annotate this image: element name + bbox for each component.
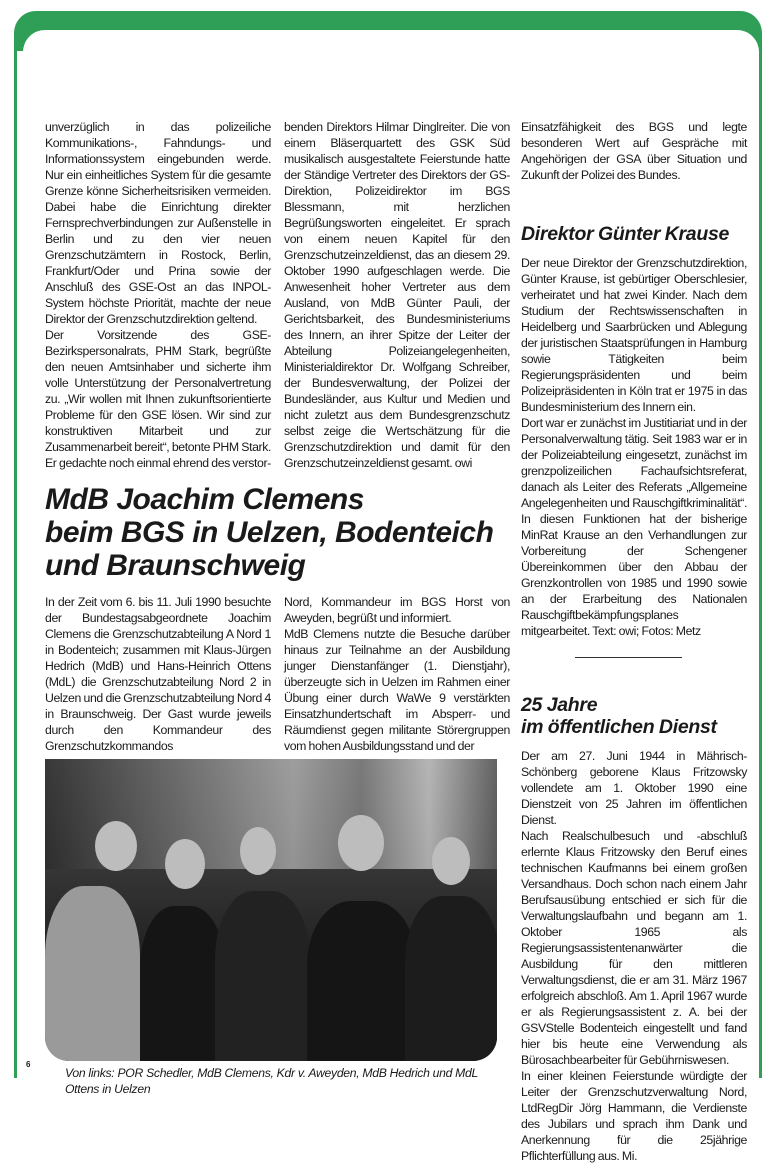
article3-columns — [45, 594, 511, 754]
headline-line: MdB Joachim Clemens — [45, 483, 364, 516]
right-column — [521, 119, 747, 1164]
photo-person — [140, 906, 225, 1061]
photo-person — [307, 901, 417, 1061]
photo-person — [45, 886, 140, 1061]
frame-inner-cutout — [23, 30, 759, 90]
paragraph: benden Direktors Hilmar Dinglreiter. Die von einem Bläserquartett des GSK Süd musikalisch ausgestaltete Feierstunde hatte der Ständige Vertreter des Direktors der GS-Direktion, Polizeidirektor im BGS Blessmann, mit herzlichen Begrüßungsworten eingeleitet. Er sprach von einem neuen Kapitel für den Grenzschutzeinzeldienst, das an diesem 29. Oktober 1990 aufgeschlagen werde. Die Anwesenheit hoher Vertreter aus dem Ausland, von MdB Günter Pauli, der Gerichtsbarkeit, des Bundesministeriums des Innern, an ihrer Spitze der Leiter der Abteilung Polizeiangelegenheiten, Ministerialdirektor Dr. Wolfgang Schreiber, der Bundesverwaltung, der Polizei der Bundesländer, aus Kultur und Medien und nicht zuletzt aus dem Bundesgrenzschutz selbst zeige die Wertschätzung für die Grenzschutzdirektion und damit für den Grenzschutzeinzeldienst gesamt. owi — [284, 120, 510, 470]
article1-columns — [45, 119, 511, 471]
left-area — [45, 119, 511, 1097]
headline-line: und Braunschweig — [45, 549, 306, 582]
paragraph: Einsatzfähigkeit des BGS und legte besonderen Wert auf Gespräche mit Angehörigen der GSA über Situation und Zukunft der Polizei des Bundes. — [521, 120, 747, 182]
paragraph: In der Zeit vom 6. bis 11. Juli 1990 besuchte der Bundestagsabgeordnete Joachim Clemens die Grenzschutzabteilung A Nord 1 in Bodenteich; zusammen mit Klaus-Jürgen Hedrich (MdB) und Hans-Heinrich Ottens (MdL) die Grenzschutzabteilung Nord 2 in Uelzen und die Grenzschutzabteilung Nord 4 in Braunschweig. Der Gast wurde jeweils durch den Kommandeur des Grenzschutzkommandos — [45, 595, 271, 753]
green-frame-left — [14, 40, 17, 1078]
photo-person-head — [338, 815, 384, 871]
article1-column2 — [284, 119, 510, 471]
heading-line: 25 Jahre — [521, 694, 598, 716]
article1-column1 — [45, 119, 271, 471]
article3-column1 — [45, 594, 271, 754]
article3-headline — [45, 483, 511, 582]
photo-person-head — [240, 827, 276, 875]
photo-person-head — [432, 837, 470, 885]
paragraph: Dort war er zunächst im Justitiariat und in der Personalverwaltung tätig. Seit 1983 war er in der Polizeiabteilung eingesetzt, zunächst im grenzpolizeilichen Fachaufsichtsreferat, danach als Leiter des Referats „Allgemeine Angelegenheiten und Rauschgiftkriminalität“. In diesen Funktionen hat der bisherige MinRat Krause an den Verhandlungen zur Vorbereitung der Schengener Übereinkommen über den Abbau der Grenzkontrollen von 1985 und 1990 sowie an der Erarbeitung des Nationalen Rauschgiftbekämpfungsplanes mitgearbeitet. Text: owi; Fotos: Metz — [521, 416, 747, 638]
page-number: 6 — [26, 1060, 31, 1069]
photo-person-head — [165, 839, 205, 889]
photo-person — [215, 891, 310, 1061]
article2-heading: Direktor Günter Krause — [521, 223, 730, 245]
article3-column2 — [284, 594, 510, 754]
paragraph: In einer kleinen Feierstunde würdigte der Leiter der Grenzschutzverwaltung Nord, LtdRegDir Jörg Hammann, die Verdienste des Jubilars und sprach ihm Dank und Anerkennung für die 25jährige Pflichterfüllung aus. Mi. — [521, 1069, 747, 1163]
group-photo — [45, 759, 497, 1061]
paragraph: unverzüglich in das polizeiliche Kommunikations-, Fahndungs- und Informationssystem eingebunden werde. Nur ein einheitliches System für die gesamte Grenze könne Sicherheitsrisiken vermeiden. Dabei habe die Einrichtung direkter Fernsprechverbindungen zur Außenstelle in Berlin und zu den vier neuen Grenzschutzämtern in Rostock, Berlin, Frankfurt/Oder und Prina sowie der Anschluß des GSE-Ost an das INPOL-System höchste Priorität, machte der neue Direktor der Grenzschutzdirektion geltend. — [45, 120, 271, 326]
photo-person-head — [95, 821, 137, 871]
paragraph: MdB Clemens nutzte die Besuche darüber hinaus zur Teilnahme an der Ausbildung junger Dienstanfänger (1. Dienstjahr), überzeugte sich in Uelzen im Rahmen einer Übung einer durch WaWe 9 verstärkten Einsatzhundertschaft im Absperr- und Räumdienst gegen militante Störergruppen vom hohen Ausbildungsstand und der — [284, 627, 510, 753]
paragraph: Der neue Direktor der Grenzschutzdirektion, Günter Krause, ist gebürtiger Oberschlesier, verheiratet und hat zwei Kinder. Nach dem Studium der Rechtswissenschaften in Heidelberg und Saarbrücken und Ablegung der juristischen Staatsprüfungen in Hamburg sowie Tätigkeiten beim Regierungspräsidenten und beim Polizeipräsidenten in Köln trat er 1975 in das Bundesministerium des Innern ein. — [521, 256, 747, 414]
photo-person — [405, 896, 497, 1061]
paragraph: Der am 27. Juni 1944 in Mährisch-Schönberg geborene Klaus Fritzowsky vollendete am 1. Oktober 1990 eine Dienstzeit von 25 Jahren im öffentlichen Dienst. — [521, 749, 747, 827]
section-divider — [575, 657, 682, 658]
paragraph: Nach Realschulbesuch und -abschluß erlernte Klaus Fritzowsky den Beruf eines technischen Kaufmanns bei einem großen Versandhaus. Doch schon nach einem Jahr Berufsausübung entschied er sich für die Verwaltungslaufbahn und begann am 1. Oktober 1965 als Regierungsassistentenanwärter die Ausbildung für den mittleren Verwaltungsdienst, die er am 31. März 1967 erfolgreich abschloß. Am 1. April 1967 wurde er als Regierungsassistent z. A. bei der GSVStelle Bodenteich eingestellt und fand hier bis heute eine Verwendung als Bürosachbearbeiter für Gebührniswesen. — [521, 829, 747, 1067]
headline-line: beim BGS in Uelzen, Bodenteich — [45, 516, 494, 549]
green-frame-right — [759, 40, 762, 1078]
heading-line: im öffentlichen Dienst — [521, 716, 717, 738]
paragraph: Nord, Kommandeur im BGS Horst von Aweyden, begrüßt und informiert. — [284, 595, 510, 625]
paragraph: Der Vorsitzende des GSE-Bezirkspersonalrats, PHM Stark, begrüßte den neuen Amtsinhaber und sicherte ihm volle Unterstützung der Personalvertretung zu. „Wir wollen mit Ihnen zukunftsorientierte Probleme für den GSE lösen. Wir sind zur konstruktiven Mitarbeit und zur Zusammenarbeit bereit“, betonte PHM Stark. Er gedachte noch einmal ehrend des verstor- — [45, 328, 271, 470]
photo-caption: Von links: POR Schedler, MdB Clemens, Kdr v. Aweyden, MdB Hedrich und MdL Ottens in Uelzen — [65, 1066, 478, 1096]
article4-heading — [521, 694, 747, 738]
